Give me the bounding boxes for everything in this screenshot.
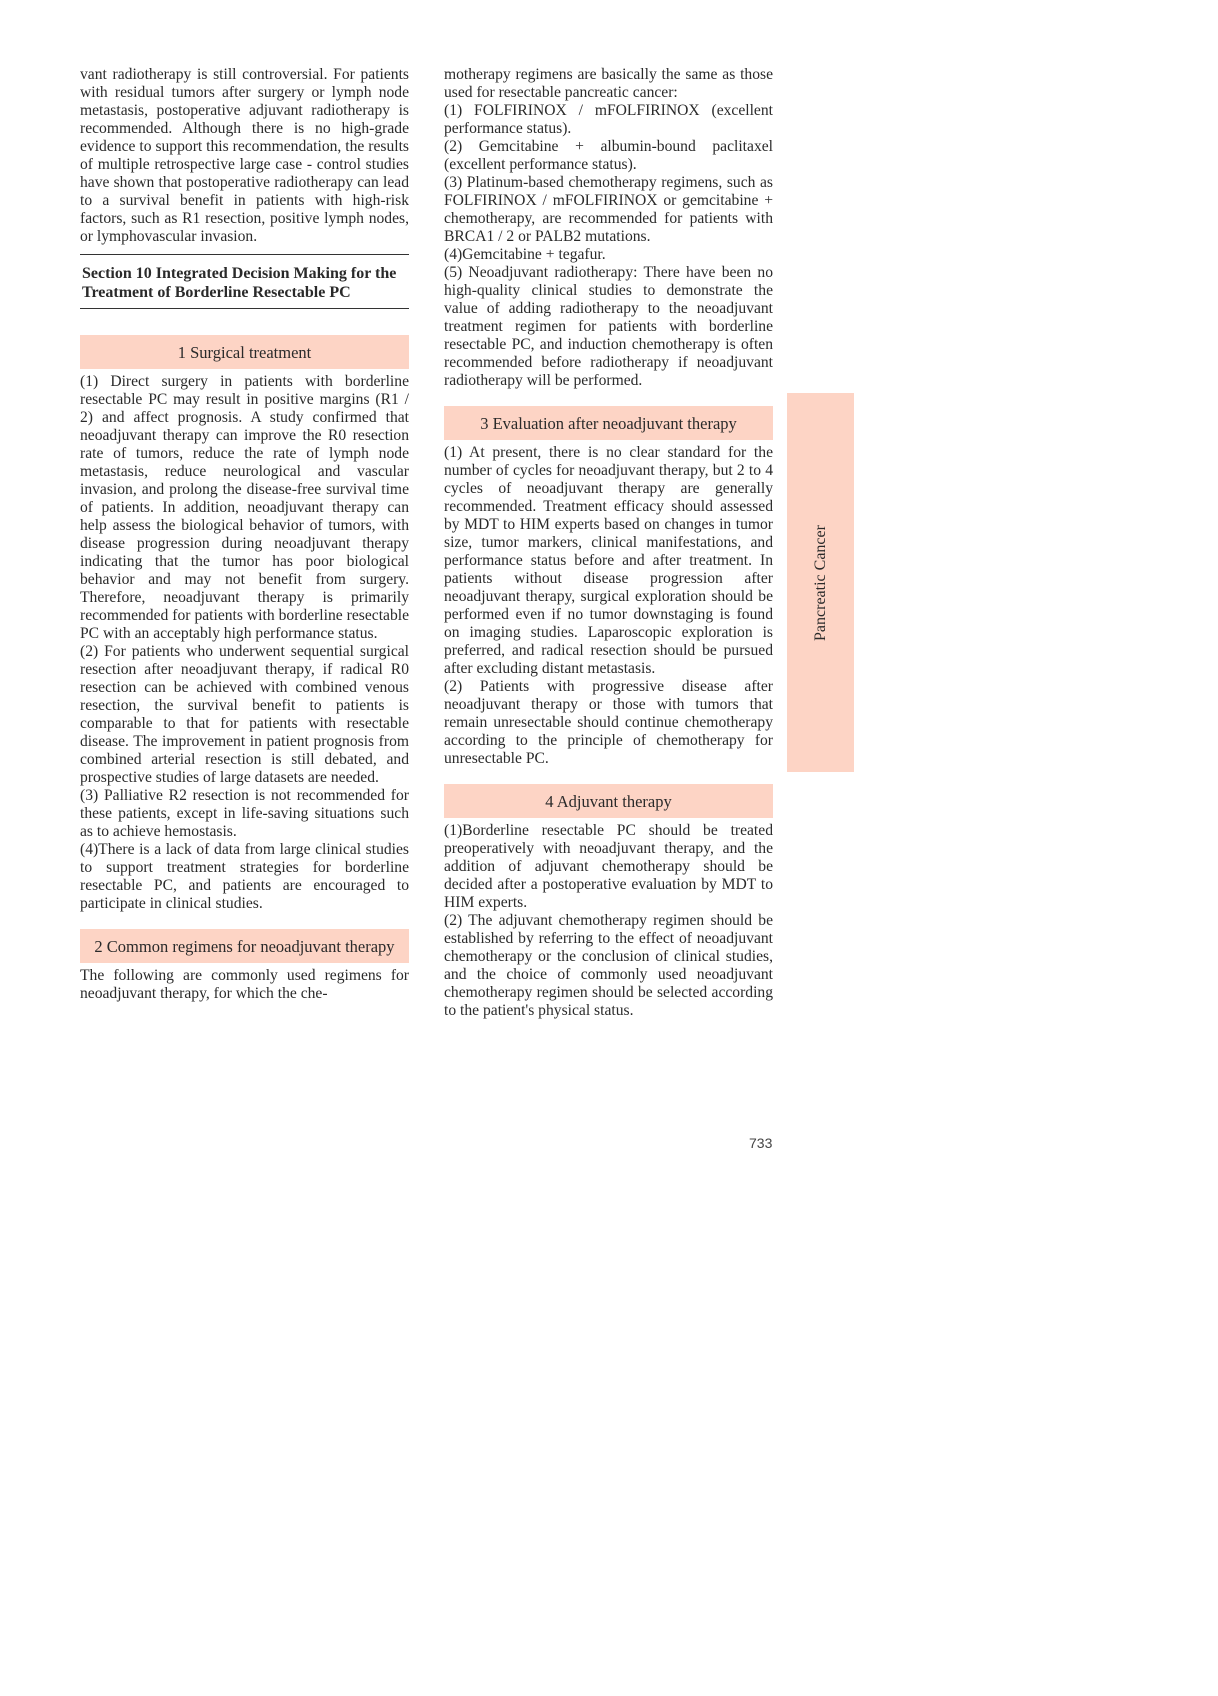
side-tab-label: Pancreatic Cancer	[811, 524, 829, 641]
surgical-item-3: (3) Palliative R2 resection is not recommended for these patients, except in life-saving situations such as to achieve hemostasis.	[80, 787, 409, 840]
regimens-lead: The following are commonly used regimens for neoadjuvant therapy, for which the che-	[80, 967, 409, 1002]
regimen-item-3: (3) Platinum-based chemotherapy regimens, such as FOLFIRINOX / mFOLFIRINOX or gemcitabine + chemotherapy, are recommended for patients with BRCA1 / 2 or PALB2 mutations.	[444, 174, 773, 245]
adjuvant-item-2: (2) The adjuvant chemotherapy regimen should be established by referring to the effect of neoadjuvant chemotherapy or the conclusion of clinical studies, and the choice of commonly used neoadjuvant chemotherapy regimen should be selected according to the patient's physical status.	[444, 912, 773, 1019]
surgical-item-4: (4)There is a lack of data from large clinical studies to support treatment strategies for borderline resectable PC, and patients are encouraged to participate in clinical studies.	[80, 841, 409, 912]
surgical-item-2: (2) For patients who underwent sequential surgical resection after neoadjuvant therapy, if radical R0 resection can be achieved with combined venous resection, the survival benefit to patients is comparable to that for patients with resectable disease. The improvement in patient prognosis from combined arterial resection is still debated, and prospective studies of large datasets are needed.	[80, 643, 409, 786]
evaluation-item-2: (2) Patients with progressive disease after neoadjuvant therapy or those with tumors that remain unresectable should continue chemotherapy according to the principle of chemotherapy for unresectable PC.	[444, 678, 773, 767]
regimens-continued: motherapy regimens are basically the same as those used for resectable pancreatic cancer:	[444, 66, 773, 101]
page-number: 733	[749, 1135, 773, 1151]
heading-evaluation: 3 Evaluation after neoadjuvant therapy	[444, 406, 773, 440]
side-tab	[787, 393, 854, 772]
adjuvant-item-1: (1)Borderline resectable PC should be treated preoperatively with neoadjuvant therapy, and the addition of adjuvant chemotherapy should be decided after a postoperative evaluation by MDT to HIM experts.	[444, 822, 773, 911]
evaluation-item-1: (1) At present, there is no clear standard for the number of cycles for neoadjuvant therapy, but 2 to 4 cycles of neoadjuvant therapy are generally recommended. Treatment efficacy should assessed by MDT to HIM experts based on changes in tumor size, tumor markers, clinical manifestations, and performance status before and after treatment. In patients without disease progression after neoadjuvant therapy, surgical exploration should be performed even if no tumor downstaging is found on imaging studies. Laparoscopic exploration is preferred, and radical resection should be pursued after excluding distant metastasis.	[444, 444, 773, 677]
regimen-item-1: (1) FOLFIRINOX / mFOLFIRINOX (excellent performance status).	[444, 102, 773, 137]
section-title: Section 10 Integrated Decision Making for the Treatment of Borderline Resectable PC	[80, 254, 409, 309]
intro-paragraph: vant radiotherapy is still controversial. For patients with residual tumors after surgery or lymph node metastasis, postoperative adjuvant radiotherapy is recommended. Although there is no high-grade evidence to support this recommendation, the results of multiple retrospective large case - control studies have shown that postoperative radiotherapy can lead to a survival benefit in patients with high-risk factors, such as R1 resection, positive lymph nodes, or lymphovascular invasion.	[80, 66, 409, 245]
surgical-item-1: (1) Direct surgery in patients with borderline resectable PC may result in positive margins (R1 / 2) and affect prognosis. A study confirmed that neoadjuvant therapy can improve the R0 resection rate of tumors, reduce the rate of lymph node metastasis, reduce neurological and vascular invasion, and prolong the disease-free survival time of patients. In addition, neoadjuvant therapy can help assess the biological behavior of tumors, with disease progression during neoadjuvant therapy indicating that the tumor has poor biological behavior and may not benefit from surgery. Therefore, neoadjuvant therapy is primarily recommended for patients with borderline resectable PC with an acceptably high performance status.	[80, 373, 409, 642]
heading-adjuvant-therapy: 4 Adjuvant therapy	[444, 784, 773, 818]
left-column	[80, 66, 409, 1003]
heading-surgical-treatment: 1 Surgical treatment	[80, 335, 409, 369]
regimen-item-5: (5) Neoadjuvant radiotherapy: There have been no high-quality clinical studies to demonstrate the value of adding radiotherapy to the neoadjuvant treatment regimen for patients with borderline resectable PC, and induction chemotherapy is often recommended before radiotherapy if neoadjuvant radiotherapy will be performed.	[444, 264, 773, 389]
right-column	[444, 66, 773, 1020]
regimen-item-2: (2) Gemcitabine + albumin-bound paclitaxel (excellent performance status).	[444, 138, 773, 173]
regimen-item-4: (4)Gemcitabine + tegafur.	[444, 246, 606, 263]
heading-common-regimens: 2 Common regimens for neoadjuvant therapy	[80, 929, 409, 963]
